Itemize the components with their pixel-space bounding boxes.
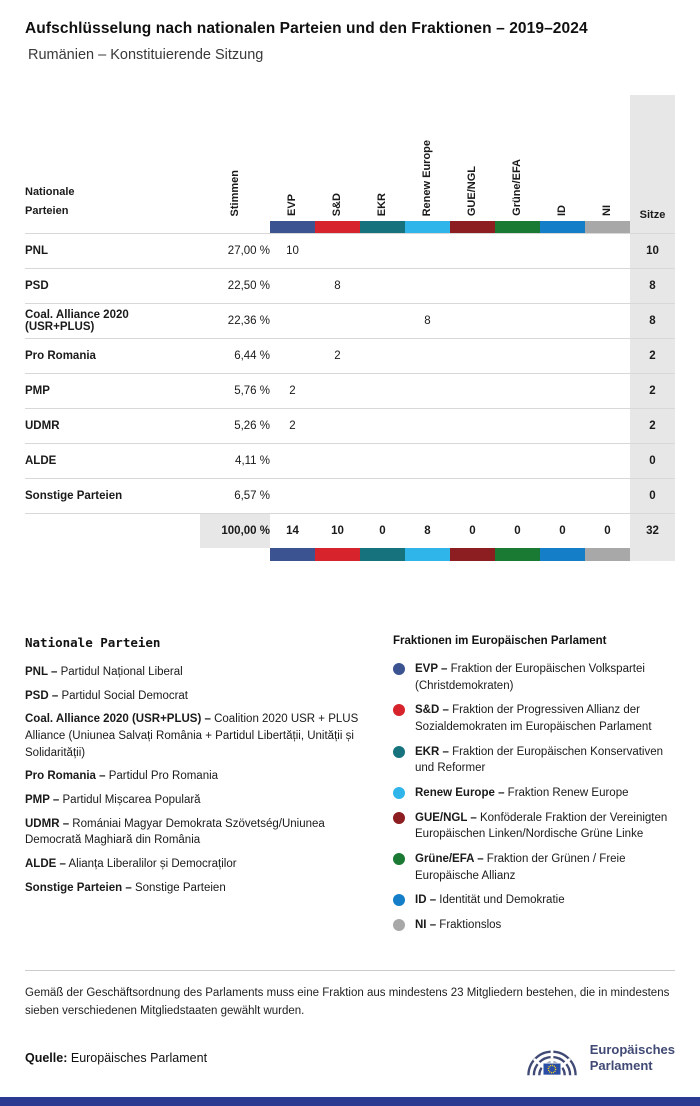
- total-seats-cell: 0: [360, 513, 405, 548]
- group-seats-cell: [450, 338, 495, 373]
- bars-spacer: [200, 221, 270, 233]
- group-seats-cell: [450, 373, 495, 408]
- legend-section: [25, 635, 675, 942]
- legend-item: [25, 856, 365, 873]
- group-header-label: ID: [556, 205, 568, 216]
- group-color-bar: [450, 548, 495, 561]
- stimmen-value-cell: 6,57 %: [200, 478, 270, 513]
- table-head-row: [25, 95, 675, 221]
- legend-abbr: ALDE –: [25, 858, 66, 871]
- party-legend-title: Nationale Parteien: [25, 635, 161, 650]
- group-seats-cell: 8: [405, 303, 450, 338]
- bars-spacer: [25, 221, 200, 233]
- group-seats-cell: [360, 373, 405, 408]
- group-color-bar: [270, 548, 315, 561]
- group-seats-cell: [495, 338, 540, 373]
- group-seats-cell: [360, 478, 405, 513]
- group-seats-cell: [585, 233, 630, 268]
- group-seats-cell: [450, 443, 495, 478]
- legend-abbr: PSD –: [25, 689, 59, 702]
- group-seats-cell: [495, 443, 540, 478]
- logo-text-line2: Parlament: [589, 1058, 653, 1074]
- legend-item: [393, 785, 675, 802]
- legend-name: Partidul Social Democrat: [61, 689, 189, 702]
- total-seats-cell: 8: [405, 513, 450, 548]
- group-color-bar: [315, 548, 360, 561]
- party-name-cell: Pro Romania: [25, 338, 200, 373]
- stimmen-value-cell: 5,26 %: [200, 408, 270, 443]
- party-legend: [25, 635, 365, 942]
- group-seats-cell: 8: [315, 268, 360, 303]
- party-name-cell: ALDE: [25, 443, 200, 478]
- legend-abbr: EKR –: [415, 745, 449, 758]
- group-seats-cell: [360, 233, 405, 268]
- legend-abbr: NI –: [415, 919, 437, 932]
- source-row: [25, 1038, 675, 1078]
- group-color-bar: [450, 221, 495, 233]
- group-seats-cell: [360, 268, 405, 303]
- group-color-dot: [393, 704, 405, 716]
- table-row: [25, 478, 675, 513]
- total-row: [25, 513, 675, 548]
- group-seats-cell: [540, 268, 585, 303]
- total-seats-cell: 14: [270, 513, 315, 548]
- stimmen-value-cell: 22,50 %: [200, 268, 270, 303]
- group-seats-cell: [450, 303, 495, 338]
- group-seats-cell: [405, 373, 450, 408]
- group-seats-cell: [495, 373, 540, 408]
- legend-abbr: ID –: [415, 894, 437, 907]
- sitze-value-cell: 10: [630, 233, 675, 268]
- total-sitze-cell: 32: [630, 513, 675, 548]
- group-seats-cell: [270, 478, 315, 513]
- table-row: [25, 443, 675, 478]
- legend-abbr: PNL –: [25, 666, 58, 678]
- party-legend-list: [25, 664, 365, 896]
- logo-text-line1: Europäisches: [589, 1042, 675, 1058]
- party-name-cell: UDMR: [25, 408, 200, 443]
- eu-parliament-logo: [523, 1038, 675, 1078]
- group-seats-cell: [450, 268, 495, 303]
- legend-item: [393, 892, 675, 909]
- group-seats-cell: [315, 408, 360, 443]
- group-seats-cell: [405, 233, 450, 268]
- group-seats-cell: [450, 478, 495, 513]
- group-seats-cell: [585, 443, 630, 478]
- group-seats-cell: [495, 268, 540, 303]
- group-color-dot: [393, 663, 405, 675]
- sitze-header-label: Sitze: [639, 209, 666, 221]
- group-color-bar: [360, 221, 405, 233]
- total-seats-cell: 0: [585, 513, 630, 548]
- group-seats-cell: [540, 443, 585, 478]
- legend-item: [393, 851, 675, 884]
- group-seats-cell: [405, 443, 450, 478]
- eu-parliament-logo-text: [590, 1042, 675, 1075]
- legend-name: Fraktion der Progressiven Allianz der Sozialdemokraten im Europäischen Parlament: [415, 704, 652, 734]
- party-name-cell: Sonstige Parteien: [25, 478, 200, 513]
- group-color-dot: [393, 894, 405, 906]
- group-seats-cell: [405, 408, 450, 443]
- legend-name: Partidul Pro Romania: [108, 770, 219, 783]
- group-seats-cell: [315, 373, 360, 408]
- group-header-cell: [450, 95, 495, 221]
- group-seats-cell: 2: [270, 373, 315, 408]
- sitze-bars-spacer: [630, 221, 675, 233]
- table-row: [25, 268, 675, 303]
- sitze-value-cell: 2: [630, 373, 675, 408]
- sitze-value-cell: 8: [630, 303, 675, 338]
- legend-item: [393, 661, 675, 694]
- group-header-label: S&D: [331, 192, 343, 216]
- group-color-bar: [540, 548, 585, 561]
- group-seats-cell: [360, 338, 405, 373]
- page-subtitle: Rumänien – Konstituierende Sitzung: [28, 47, 264, 63]
- footnote: Gemäß der Geschäftsordnung des Parlaments muss eine Fraktion aus mindestens 23 Mitgliedern bestehen, die in mindestens sieben verschiedenen Mitgliedstaaten gewählt wurden.: [25, 970, 675, 1021]
- legend-name: Romániai Magyar Demokrata Szövetség/Uniunea Democrată Maghiară din România: [25, 817, 325, 847]
- footer-bars-row: [25, 548, 675, 561]
- group-seats-cell: [270, 443, 315, 478]
- header-bars-row: [25, 221, 675, 233]
- group-seats-cell: [585, 373, 630, 408]
- group-header-label: Renew Europe: [421, 139, 433, 216]
- sitze-value-cell: 0: [630, 443, 675, 478]
- table-row: [25, 338, 675, 373]
- group-color-dot: [393, 787, 405, 799]
- stimmen-value-cell: 4,11 %: [200, 443, 270, 478]
- group-seats-cell: [495, 478, 540, 513]
- total-empty-cell: [25, 513, 200, 548]
- party-name-cell: Coal. Alliance 2020 (USR+PLUS): [25, 303, 200, 338]
- group-seats-cell: [315, 233, 360, 268]
- table-row: [25, 408, 675, 443]
- legend-abbr: PMP –: [25, 794, 60, 807]
- legend-abbr: Pro Romania –: [25, 770, 106, 783]
- party-name-cell: PSD: [25, 268, 200, 303]
- legend-name: Partidul Național Liberal: [60, 666, 183, 678]
- legend-item: [25, 768, 365, 785]
- legend-name: Fraktion der Grünen / Freie Europäische Allianz: [415, 853, 626, 882]
- group-seats-cell: [360, 408, 405, 443]
- group-header-label: Grüne/EFA: [511, 159, 523, 216]
- legend-abbr: Sonstige Parteien –: [25, 881, 132, 894]
- group-legend-list: [393, 661, 675, 934]
- legend-name: Fraktion Renew Europe: [507, 787, 629, 800]
- group-color-bar: [585, 548, 630, 561]
- group-color-dot: [393, 853, 405, 865]
- sitze-value-cell: 8: [630, 268, 675, 303]
- legend-name: Identität und Demokratie: [439, 894, 565, 907]
- group-seats-cell: [540, 373, 585, 408]
- corner-header-cell: [25, 95, 200, 221]
- party-name-cell: PNL: [25, 233, 200, 268]
- group-color-bar: [405, 548, 450, 561]
- legend-item: [393, 917, 675, 934]
- group-header-cell: [405, 95, 450, 221]
- table-row: [25, 373, 675, 408]
- group-color-bar: [540, 221, 585, 233]
- group-seats-cell: [585, 268, 630, 303]
- group-seats-cell: [405, 268, 450, 303]
- group-seats-cell: [315, 303, 360, 338]
- legend-abbr: UDMR –: [25, 817, 70, 830]
- group-seats-cell: [405, 338, 450, 373]
- legend-name: Partidul Mișcarea Populară: [62, 794, 201, 807]
- stimmen-value-cell: 5,76 %: [200, 373, 270, 408]
- group-seats-cell: [450, 233, 495, 268]
- legend-name: Sonstige Parteien: [134, 881, 226, 894]
- total-seats-cell: 0: [540, 513, 585, 548]
- stimmen-value-cell: 27,00 %: [200, 233, 270, 268]
- group-seats-cell: [450, 408, 495, 443]
- group-header-cell: [495, 95, 540, 221]
- group-seats-cell: 2: [315, 338, 360, 373]
- sitze-value-cell: 2: [630, 408, 675, 443]
- group-header-label: EKR: [376, 192, 388, 216]
- group-seats-cell: [405, 478, 450, 513]
- total-seats-cell: 0: [495, 513, 540, 548]
- group-color-dot: [393, 919, 405, 931]
- legend-name: Fraktion der Europäischen Volkspartei (Christdemokraten): [415, 663, 645, 692]
- group-color-dot: [393, 812, 405, 824]
- sitze-bars-spacer: [630, 548, 675, 561]
- group-seats-cell: [585, 338, 630, 373]
- legend-item: [25, 792, 365, 809]
- legend-item: [25, 664, 365, 681]
- group-seats-cell: [540, 303, 585, 338]
- table-row: [25, 303, 675, 338]
- total-seats-cell: 10: [315, 513, 360, 548]
- group-seats-cell: [270, 338, 315, 373]
- group-header-label: GUE/NGL: [466, 165, 478, 216]
- stimmen-value-cell: 6,44 %: [200, 338, 270, 373]
- legend-name: Alianța Liberalilor și Democraților: [68, 858, 237, 871]
- table-body: [25, 95, 675, 561]
- legend-name: Fraktionslos: [439, 919, 502, 932]
- source-label: Quelle:: [25, 1051, 68, 1066]
- legend-item: [25, 880, 365, 897]
- legend-abbr: Renew Europe –: [415, 787, 505, 800]
- group-header-cell: [360, 95, 405, 221]
- sitze-value-cell: 2: [630, 338, 675, 373]
- legend-item: [393, 702, 675, 735]
- group-seats-cell: [315, 478, 360, 513]
- group-color-bar: [585, 221, 630, 233]
- party-name-cell: PMP: [25, 373, 200, 408]
- group-header-cell: [585, 95, 630, 221]
- total-seats-cell: 0: [450, 513, 495, 548]
- group-header-cell: [315, 95, 360, 221]
- group-color-bar: [315, 221, 360, 233]
- group-color-bar: [405, 221, 450, 233]
- group-header-cell: [540, 95, 585, 221]
- legend-abbr: GUE/NGL –: [415, 811, 477, 824]
- bars-spacer: [25, 548, 200, 561]
- eu-parliament-hemicycle-icon: [523, 1038, 581, 1078]
- results-table: [25, 95, 675, 561]
- bottom-accent-bar: [0, 1097, 700, 1106]
- group-legend-title: Fraktionen im Europäischen Parlament: [393, 635, 607, 647]
- sitze-value-cell: 0: [630, 478, 675, 513]
- legend-abbr: Grüne/EFA –: [415, 853, 484, 866]
- group-seats-cell: [585, 478, 630, 513]
- group-color-bar: [495, 548, 540, 561]
- group-seats-cell: [495, 408, 540, 443]
- legend-name: Fraktion der Europäischen Konservativen und Reformer: [415, 745, 664, 775]
- group-header-label: NI: [601, 205, 613, 216]
- group-seats-cell: 2: [270, 408, 315, 443]
- group-color-dot: [393, 746, 405, 758]
- group-seats-cell: [585, 303, 630, 338]
- source-text: Europäisches Parlament: [70, 1051, 208, 1066]
- group-color-bar: [495, 221, 540, 233]
- group-seats-cell: [540, 478, 585, 513]
- stimmen-header-cell: [200, 95, 270, 221]
- group-seats-cell: [540, 233, 585, 268]
- group-color-bar: [360, 548, 405, 561]
- stimmen-header-label: Stimmen: [228, 169, 241, 216]
- sitze-header-cell: [630, 95, 675, 221]
- legend-name: Coalition 2020 USR + PLUS Alliance (Uniunea Salvați România + Partidul Libertății, Unității și Solidarității): [25, 713, 359, 759]
- legend-name: Konföderale Fraktion der Vereinigten Europäischen Linken/Nordische Grüne Linke: [415, 811, 668, 841]
- legend-item: [393, 810, 675, 843]
- bars-spacer: [200, 548, 270, 561]
- legend-abbr: EVP –: [415, 663, 448, 675]
- group-header-label: EVP: [286, 193, 298, 216]
- group-seats-cell: [360, 303, 405, 338]
- table-row: [25, 233, 675, 268]
- total-stimmen-cell: 100,00 %: [200, 513, 270, 548]
- corner-label: Nationale Parteien: [25, 185, 75, 217]
- group-color-bar: [270, 221, 315, 233]
- legend-abbr: S&D –: [415, 704, 449, 717]
- stimmen-value-cell: 22,36 %: [200, 303, 270, 338]
- group-seats-cell: [495, 233, 540, 268]
- group-legend: [393, 635, 675, 942]
- group-seats-cell: [540, 408, 585, 443]
- source-line: [25, 1051, 207, 1065]
- group-seats-cell: [270, 268, 315, 303]
- legend-abbr: Coal. Alliance 2020 (USR+PLUS) –: [25, 713, 211, 726]
- group-seats-cell: 10: [270, 233, 315, 268]
- group-seats-cell: [495, 303, 540, 338]
- group-seats-cell: [360, 443, 405, 478]
- group-header-cell: [270, 95, 315, 221]
- legend-item: [25, 816, 365, 849]
- legend-item: [25, 711, 365, 761]
- group-seats-cell: [540, 338, 585, 373]
- legend-item: [393, 744, 675, 777]
- page-title: Aufschlüsselung nach nationalen Parteien und den Fraktionen – 2019–2024: [25, 20, 588, 37]
- legend-item: [25, 688, 365, 705]
- group-seats-cell: [585, 408, 630, 443]
- group-seats-cell: [315, 443, 360, 478]
- group-seats-cell: [270, 303, 315, 338]
